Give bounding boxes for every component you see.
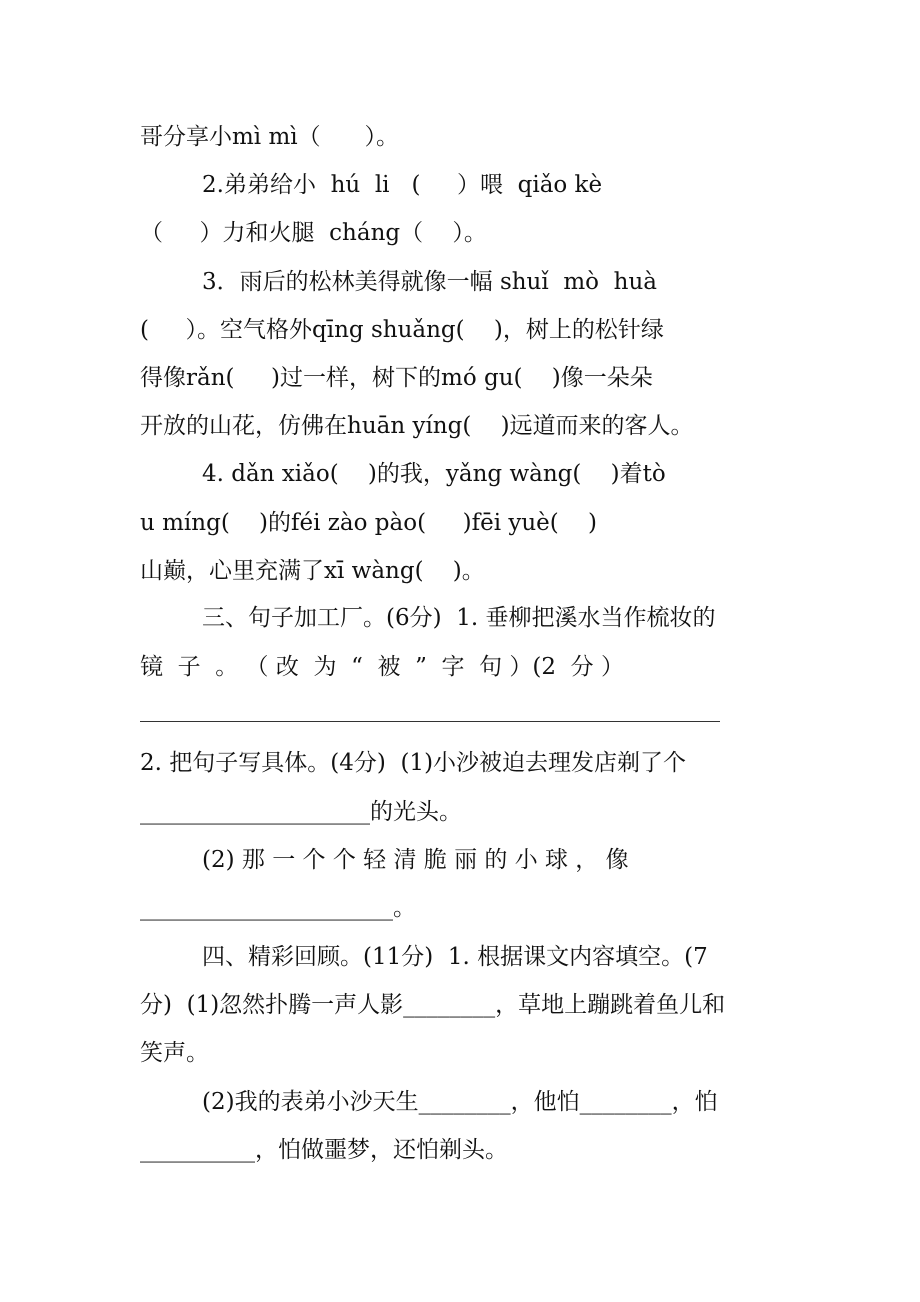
text-line: 开放的山花，仿佛在huān yíng( )远道而来的客人。 — [140, 413, 694, 439]
text-line: 笑声。 — [140, 1040, 209, 1066]
answer-rule — [140, 721, 720, 722]
text-line: 2. 把句子写具体。(4分) (1)小沙被迫去理发店剃了个 — [140, 750, 687, 776]
text-line: ______________________。 — [140, 895, 416, 921]
text-line: 哥分享小mì mì（ ）。 — [140, 124, 400, 150]
text-line: u míng( )的féi zào pào( )fēi yuè( ) — [140, 510, 597, 536]
text-line: 山巅，心里充满了xī wàng( )。 — [140, 558, 485, 584]
question-4-line: 4. dǎn xiǎo( )的我，yǎng wàng( )着tò — [202, 461, 666, 487]
text-line: （ ）力和火腿 cháng（ ）。 — [140, 220, 487, 246]
text-line: __________，怕做噩梦，还怕剃头。 — [140, 1137, 508, 1163]
section-4-heading: 四、精彩回顾。(11分) 1. 根据课文内容填空。(7 — [202, 944, 708, 970]
text-line: (2)我的表弟小沙天生________，他怕________，怕 — [202, 1089, 718, 1115]
text-line: ( ）。空气格外qīng shuǎng( )，树上的松针绿 — [140, 317, 664, 343]
question-2-line: 2.弟弟给小 hú li ( ）喂 qiǎo kè — [202, 172, 603, 198]
text-line: 镜 子 。 （ 改 为 “ 被 ” 字 句 ）(2 分 ） — [140, 654, 624, 680]
text-line: 分) (1)忽然扑腾一声人影________，草地上蹦跳着鱼儿和 — [140, 992, 726, 1018]
text-line: ____________________的光头。 — [140, 799, 462, 825]
text-line: 得像rǎn( )过一样，树下的mó gu( )像一朵朵 — [140, 365, 653, 391]
section-3-heading: 三、句子加工厂。(6分) 1. 垂柳把溪水当作梳妆的 — [202, 605, 716, 631]
question-3-line: 3．雨后的松林美得就像一幅 shuǐ mò huà — [202, 269, 657, 295]
text-line: (2) 那 一 个 个 轻 清 脆 丽 的 小 球 ， 像 — [202, 847, 629, 873]
